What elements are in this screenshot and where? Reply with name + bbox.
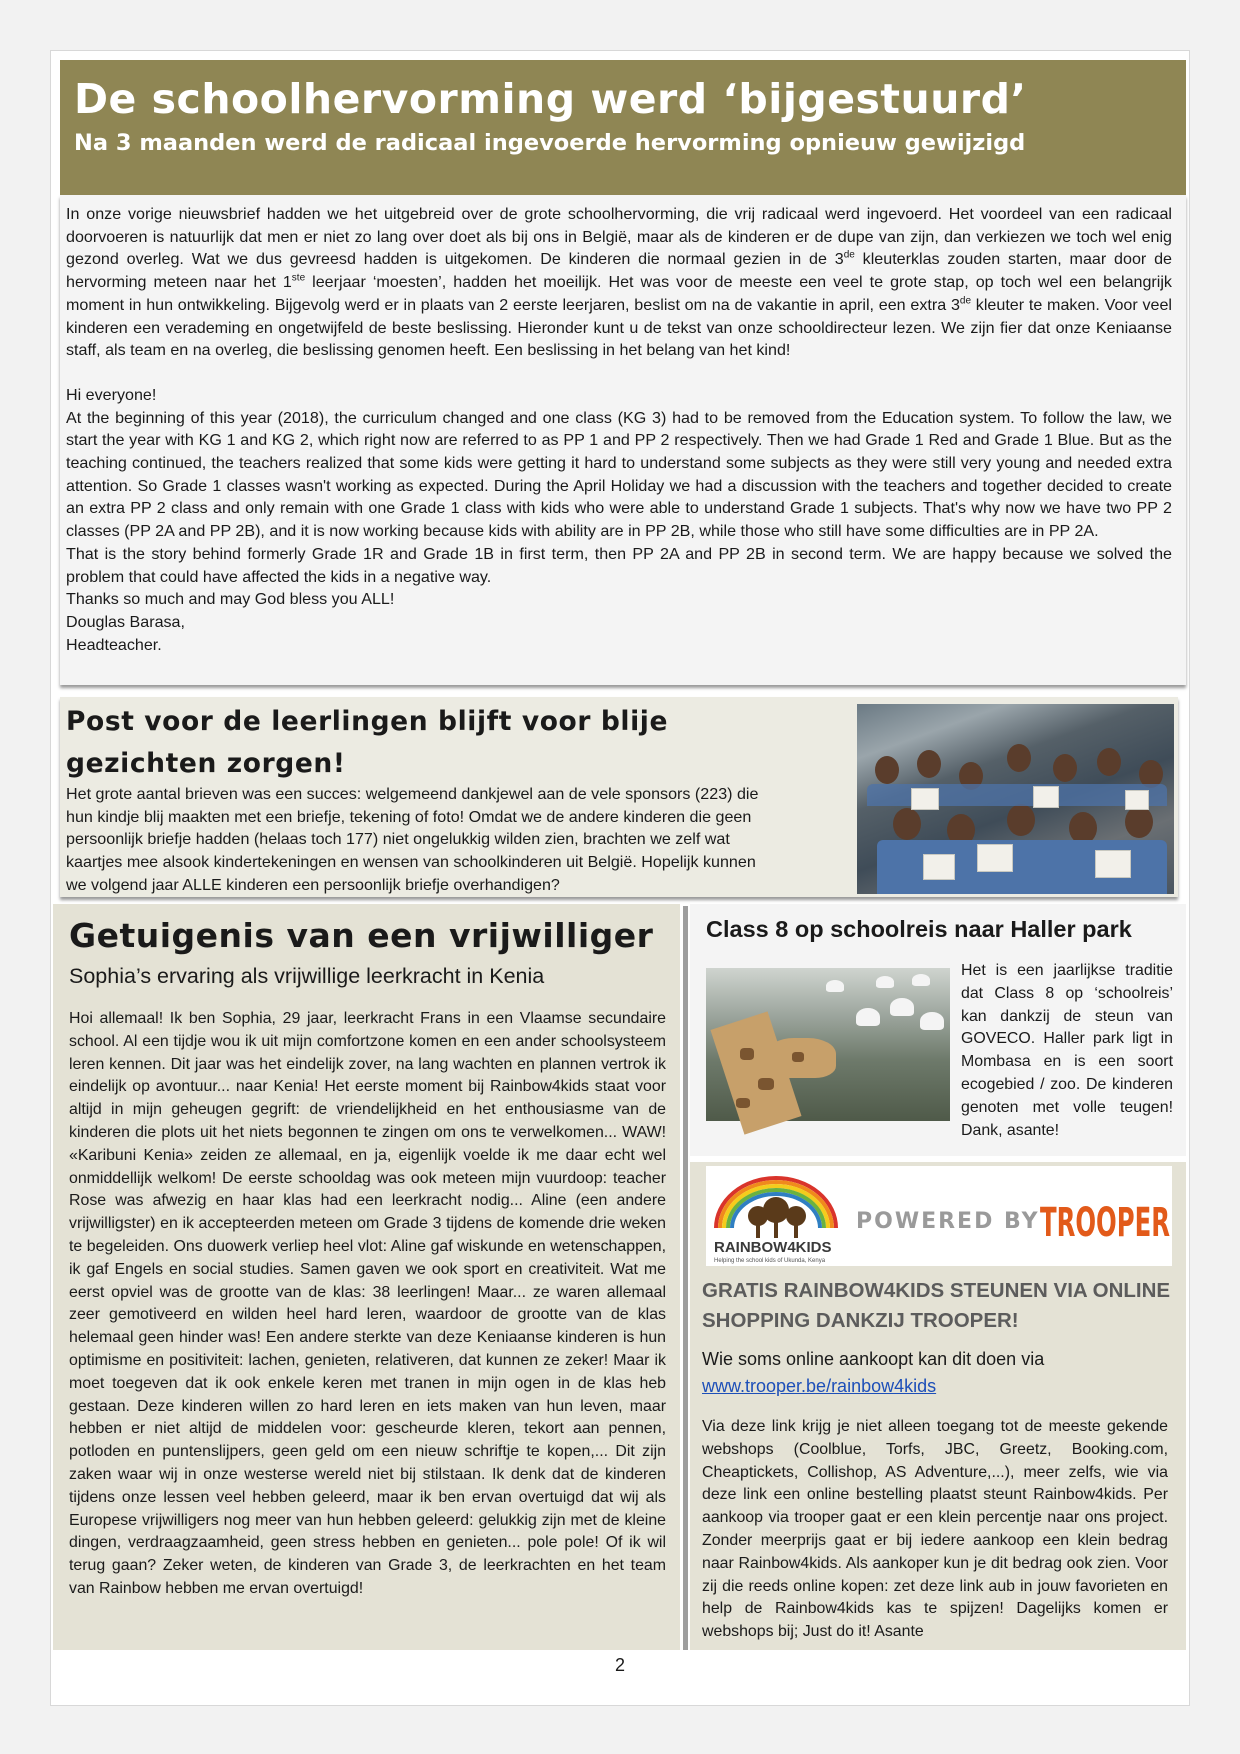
letter-signature-role: Headteacher. bbox=[66, 635, 162, 654]
powered-by-label: POWERED BY bbox=[856, 1209, 1040, 1234]
page-subtitle: Na 3 maanden werd de radicaal ingevoerde hervorming opnieuw gewijzigd bbox=[74, 130, 1026, 157]
letter-signature-name: Douglas Barasa, bbox=[66, 612, 185, 631]
trooper-heading: GRATIS RAINBOW4KIDS STEUNEN VIA ONLINE SHOPPING DANKZIJ TROOPER! bbox=[702, 1279, 1171, 1332]
trooper-logo: TROOPER bbox=[1040, 1200, 1170, 1246]
testimony-subtitle: Sophia’s ervaring als vrijwillige leerkracht in Kenia bbox=[69, 964, 545, 988]
giraffe-feeding-photo bbox=[706, 968, 950, 1121]
trooper-body: Via deze link krijg je niet alleen toegang tot de meeste gekende webshops (Coolblue, Torfs, JBC, Greetz, Booking.com, Cheaptickets, Collishop, AS Adventure,...), meer zelfs, wie via deze link een online bestelling plaatst steunt Rainbow4kids. Per aankoop via trooper gaat er een klein percentje naar ons project. Zonder meerprijs gaat er bij iedere aankoop een klein bedrag naar Rainbow4kids. Als aankoper kun je dit bedrag ook zien. Voor zij die reeds online kopen: zet deze link aub in jouw favorieten en help de Rainbow4kids kas te spijzen! Dagelijks komen er webshops bij; Just do it! Asante bbox=[702, 1418, 1168, 1641]
rainbow4kids-logo bbox=[706, 1166, 1172, 1266]
testimony-title: Getuigenis van een vrijwilliger bbox=[69, 916, 654, 955]
logo-tagline: Helping the school kids of Ukunda, Kenya bbox=[714, 1258, 826, 1264]
intro-dutch-paragraph: In onze vorige nieuwsbrief hadden we het uitgebreid over de grote schoolhervorming, die vrij radicaal werd ingevoerd. Het voordeel van een radicaal doorvoeren is natuurlijk dat men er niet zo lang over doet als bij ons in België, maar als de kinderen er de dupe van zijn, dan verkiezen we toch wel enig gezond overleg. Wat we dus gevreesd hadden is uitgekomen. De kinderen die normaal gezien in de 3de kleuterklas zouden starten, maar door de hervorming meteen naar het 1ste leerjaar ‘moesten’, hadden het moeilijk. Het was voor de meeste een veel te grote stap, op toch wel een belangrijk moment in hun ontwikkeling. Bijgevolg werd er in plaats van 2 eerste leerjaren, beslist om na de vakantie in april, een extra 3de kleuter te maken. Voor veel kinderen een verademing en ongetwijfeld de beste beslissing. Hieronder kunt u de tekst van onze schooldirecteur lezen. We zijn fier dat onze Keniaanse staff, als team en na overleg, die beslissing genomen heeft. Een beslissing in het belang van het kind! bbox=[66, 205, 1172, 360]
trooper-banner bbox=[706, 1166, 1172, 1266]
article-header bbox=[60, 60, 1186, 195]
testimony-text: Hoi allemaal! Ik ben Sophia, 29 jaar, leerkracht Frans in een Vlaamse secundaire school. Al een tijdje wou ik uit mijn comfortzone komen en een ander schoolsysteem leren kennen. Dit jaar was het eindelijk zover, na lang wachten en plannen vertrok ik eindelijk op avontuur... naar Kenia! Het eerste moment bij Rainbow4kids staat voor altijd in mijn geheugen gegrift: de vriendelijkheid en het enthousiasme van de kinderen die plots uit het niets begonnen te zingen om ons te verwelkomen... WAW! «Karibuni Kenia» zeiden ze allemaal, en ja, eigenlijk voelde ik me daar echt wel onmiddellijk welkom! De eerste schooldag was ook meteen mijn vuurdoop: teacher Rose was afwezig en haar klas had een leerkracht nodig... Aline (een andere vrijwilligster) en ik accepteerden meteen om Grade 3 tijdens de komende drie weken te begeleiden. Ons duowerk verliep heel vlot: Aline gaf wiskunde en wetenschappen, ik gaf Engels en social studies. Samen gaven we ook sport en creativiteit. Wat me eerst opviel was de grootte van de klas: 38 leerlingen! Maar... ze waren allemaal zeer gemotiveerd en wilden heel hard leren, waardoor de grootte van de klas helemaal geen hinder was! Een andere sterkte van deze Keniaanse kinderen is hun optimisme en positiviteit: lachen, genieten, relativeren, dat kunnen ze zeker! Maar ik moet toegeven dat ik ook enkele keren met tranen in mijn ogen in de klas heb gestaan. Deze kinderen willen zo hard leren en iets maken van hun leven, maar hebben er niet altijd de middelen voor: gescheurde kleren, tekort aan pennen, potloden en puntenslijpers, geen geld om een nieuw schriftje te kopen,... Dit zijn zaken waar wij in onze westerse wereld niet bij stilstaan. Ik denk dat de kinderen tijdens onze lessen veel hebben geleerd, maar ik ben ervan overtuigd dat wij als Europese vrijwilligers nog meer van hun hebben geleerd: gelukkig zijn met de kleine dingen, verdraagzaamheid, geen stress hebben en genieten... pole pole! Of ik wil terug gaan? Zeker weten, de kinderen van Grade 3, de leerkrachten en het team van Rainbow hebben me ervan overtuigd! bbox=[69, 1010, 666, 1597]
trooper-intro: Wie soms online aankoopt kan dit doen via www.trooper.be/rainbow4kids bbox=[702, 1349, 1045, 1396]
letter-greeting: Hi everyone! bbox=[66, 385, 157, 404]
letter-paragraph: That is the story behind formerly Grade 1R and Grade 1B in first term, then PP 2A and PP 2B in second term. We are happy because we solved the problem that could have affected the kids in a negative way. bbox=[66, 544, 1172, 586]
class8-title: Class 8 op schoolreis naar Haller park bbox=[706, 916, 1132, 942]
letter-paragraph: At the beginning of this year (2018), the curriculum changed and one class (KG 3) had to be removed from the Education system. To follow the law, we start the year with KG 1 and KG 2, which right now are referred to as PP 1 and PP 2 respectively. Then we had Grade 1 Red and Grade 1 Blue. But as the teaching continued, the teachers realized that some kids were getting it hard to understand some subjects as they were still very young and needed extra attention. So Grade 1 classes wasn't working as expected. During the April Holiday we had a discussion with the teachers and together decided to create an extra PP 2 class and only remain with one Grade 1 class with kids who were able to understand Grade 1 subjects. That's why now we have two PP 2 classes (PP 2A and PP 2B), and it is now working because kids with ability are in PP 2B, while those who still have some difficulties are in PP 2A. bbox=[66, 408, 1172, 541]
post-title: Post voor de leerlingen blijft voor blije gezichten zorgen! bbox=[66, 706, 669, 779]
logo-wordmark: RAINBOW4KIDS bbox=[714, 1239, 832, 1256]
testimony-section bbox=[53, 904, 680, 1650]
intro-section bbox=[60, 195, 1186, 685]
post-text: Het grote aantal brieven was een succes: welgemeend dankjewel aan de vele sponsors (223) die hun kindje blij maakten met een briefje, tekening of foto! Omdat we de andere kinderen die geen persoonlijk briefje hadden (helaas toch 177) niet ongelukkig wilden zien, brachten we zelf wat kaartjes mee alsook kindertekeningen en wensen van schoolkinderen uit België. Hopelijk kunnen we volgend jaar ALLE kinderen een persoonlijk briefje overhandigen? bbox=[66, 785, 759, 894]
column-divider bbox=[683, 906, 688, 1650]
letter-thanks: Thanks so much and may God bless you ALL! bbox=[66, 590, 395, 609]
class8-text: Het is een jaarlijkse traditie dat Class 8 op ‘schoolreis’ kan dankzij de steun van GOVECO. Haller park ligt in Mombasa en is een soort ecogebied / zoo. De kinderen genoten met volle teugen! Dank, asante! bbox=[961, 962, 1173, 1139]
trooper-link[interactable]: www.trooper.be/rainbow4kids bbox=[702, 1376, 937, 1396]
page-number: 2 bbox=[614, 1655, 625, 1675]
children-with-letters-photo bbox=[857, 704, 1174, 894]
page-title: De schoolhervorming werd ‘bijgestuurd’ bbox=[74, 75, 1027, 123]
